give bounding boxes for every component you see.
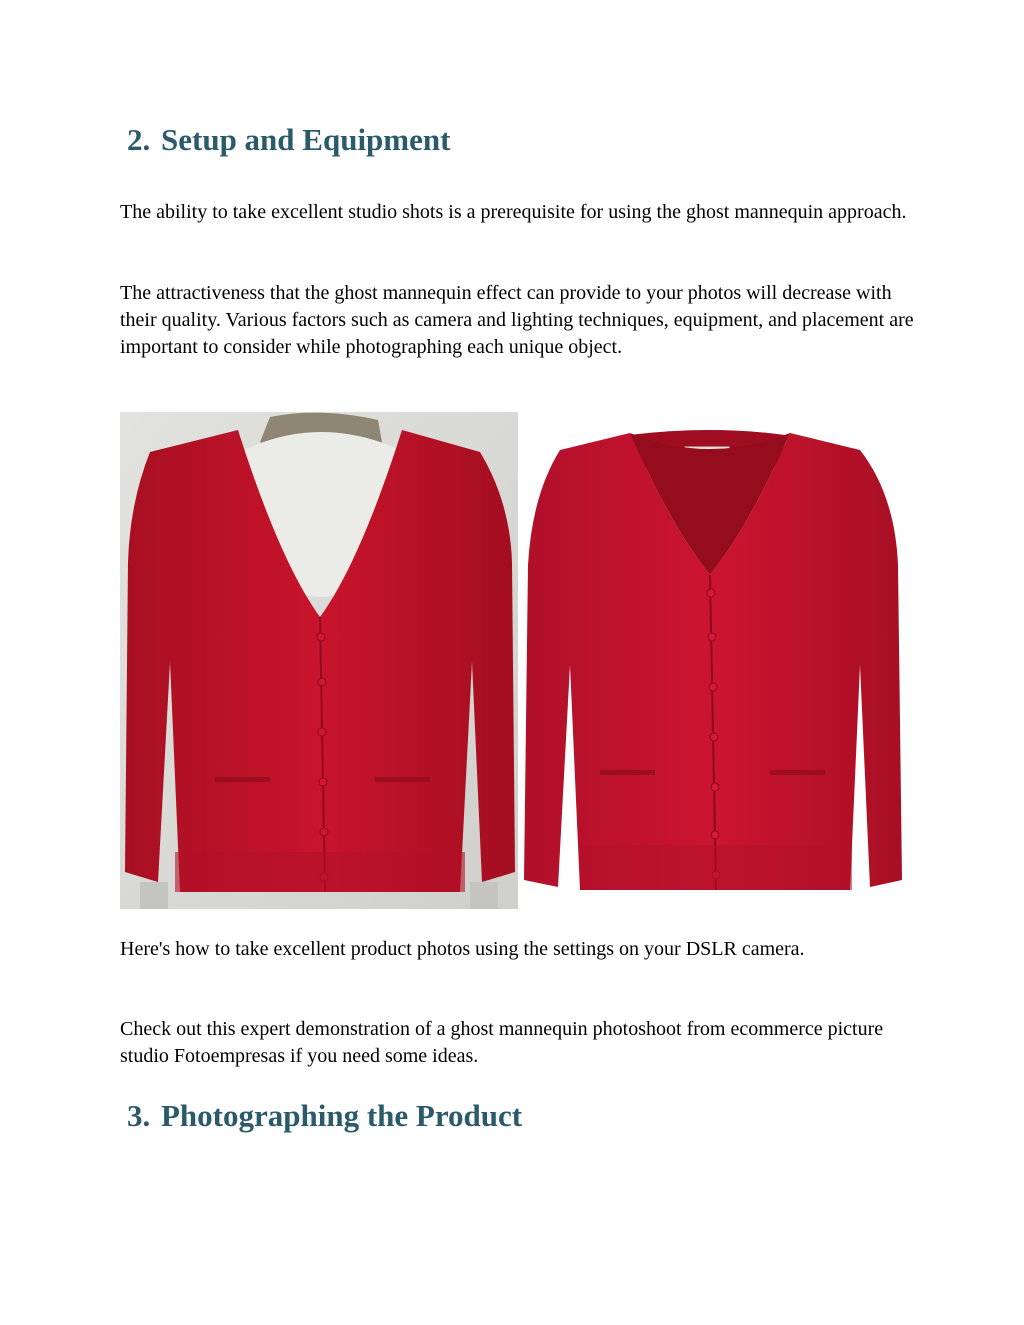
- paragraph-intro: The ability to take excellent studio shots is a prerequisite for using the ghost mannequin approach.: [120, 201, 907, 223]
- section-title: Setup and Equipment: [161, 122, 451, 157]
- mannequin-cardigan-photo: [120, 412, 518, 909]
- paragraph-dslr: Here's how to take excellent product photos using the settings on your DSLR camera.: [120, 938, 805, 960]
- section-title: Photographing the Product: [161, 1098, 523, 1133]
- paragraph-demonstration: Check out this expert demonstration of a ghost mannequin photoshoot from ecommerce picture studio Fotoempresas if you need some ideas.: [120, 1018, 884, 1067]
- section-heading-photographing: [127, 1098, 522, 1134]
- ghost-mannequin-cardigan-photo: [520, 425, 904, 895]
- paragraph-quality: The attractiveness that the ghost mannequin effect can provide to your photos will decrease with their quality. Various factors such as camera and lighting techniques, equipment, and placement are important to consider while photographing each unique object.: [120, 282, 914, 358]
- section-number: 3.: [127, 1098, 151, 1133]
- section-number: 2.: [127, 122, 151, 157]
- section-heading-setup: [127, 122, 450, 158]
